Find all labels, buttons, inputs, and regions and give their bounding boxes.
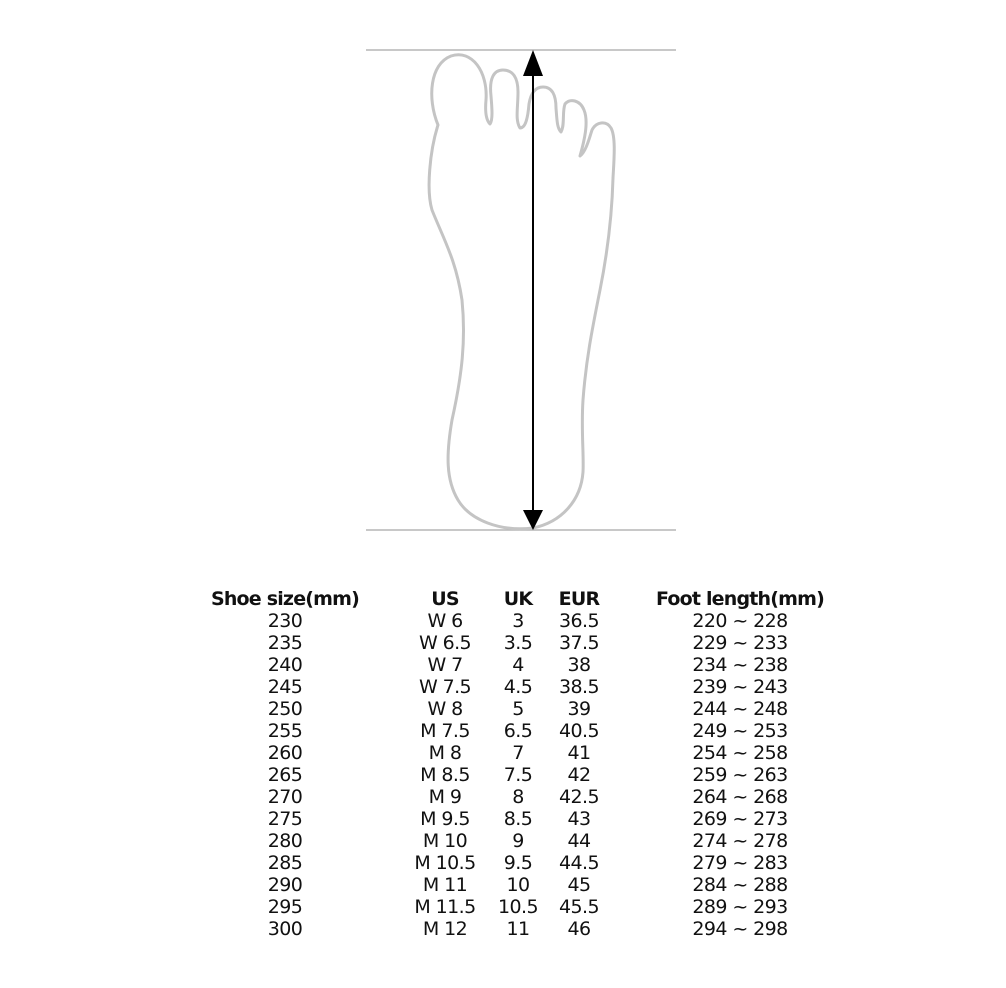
- table-header-row: [0, 588, 1006, 610]
- cell-uk: 7.5: [503, 764, 533, 786]
- table-row: [0, 698, 1006, 720]
- cell-shoe-size: 285: [267, 852, 303, 874]
- cell-foot-length: 239 ~ 243: [692, 676, 788, 698]
- cell-eur: 45: [567, 874, 591, 896]
- cell-uk: 3: [512, 610, 524, 632]
- cell-shoe-size: 250: [267, 698, 303, 720]
- cell-eur: 36.5: [559, 610, 599, 632]
- cell-eur: 41: [567, 742, 591, 764]
- header-shoe-size: Shoe size(mm): [210, 588, 360, 610]
- cell-foot-length: 274 ~ 278: [692, 830, 788, 852]
- cell-eur: 38.5: [559, 676, 599, 698]
- cell-eur: 46: [567, 918, 591, 940]
- cell-us: W 8: [427, 698, 463, 720]
- cell-uk: 4: [512, 654, 524, 676]
- header-uk: UK: [503, 588, 533, 610]
- cell-eur: 44: [567, 830, 591, 852]
- cell-eur: 40.5: [559, 720, 599, 742]
- cell-uk: 6.5: [503, 720, 533, 742]
- cell-uk: 9.5: [503, 852, 533, 874]
- table-row: [0, 764, 1006, 786]
- cell-us: W 7.5: [418, 676, 472, 698]
- cell-shoe-size: 245: [267, 676, 303, 698]
- cell-uk: 10.5: [498, 896, 538, 918]
- table-row: [0, 852, 1006, 874]
- cell-uk: 4.5: [503, 676, 533, 698]
- table-row: [0, 742, 1006, 764]
- cell-us: W 7: [427, 654, 463, 676]
- header-eur: EUR: [558, 588, 600, 610]
- table-row: [0, 808, 1006, 830]
- cell-us: M 9: [428, 786, 462, 808]
- cell-uk: 7: [512, 742, 524, 764]
- table-row: [0, 632, 1006, 654]
- table-body: [0, 610, 1006, 940]
- cell-shoe-size: 275: [267, 808, 303, 830]
- table-row: [0, 786, 1006, 808]
- cell-foot-length: 284 ~ 288: [692, 874, 788, 896]
- cell-shoe-size: 255: [267, 720, 303, 742]
- cell-uk: 8: [512, 786, 524, 808]
- cell-eur: 44.5: [559, 852, 599, 874]
- cell-foot-length: 269 ~ 273: [692, 808, 788, 830]
- foot-outline-icon: [429, 55, 614, 529]
- cell-foot-length: 244 ~ 248: [692, 698, 788, 720]
- cell-eur: 39: [567, 698, 591, 720]
- cell-eur: 42.5: [559, 786, 599, 808]
- cell-uk: 8.5: [503, 808, 533, 830]
- header-us: US: [431, 588, 459, 610]
- cell-foot-length: 294 ~ 298: [692, 918, 788, 940]
- cell-eur: 43: [567, 808, 591, 830]
- cell-us: M 8.5: [420, 764, 470, 786]
- cell-eur: 42: [567, 764, 591, 786]
- cell-eur: 38: [567, 654, 591, 676]
- cell-shoe-size: 290: [267, 874, 303, 896]
- cell-us: W 6: [427, 610, 463, 632]
- cell-foot-length: 249 ~ 253: [692, 720, 788, 742]
- cell-foot-length: 254 ~ 258: [692, 742, 788, 764]
- cell-eur: 37.5: [559, 632, 599, 654]
- table-row: [0, 830, 1006, 852]
- cell-uk: 10: [506, 874, 530, 896]
- header-foot-length: Foot length(mm): [655, 588, 825, 610]
- cell-us: M 8: [428, 742, 462, 764]
- cell-foot-length: 220 ~ 228: [692, 610, 788, 632]
- table-row: [0, 720, 1006, 742]
- cell-us: M 12: [422, 918, 468, 940]
- cell-us: M 11.5: [414, 896, 476, 918]
- cell-us: M 10: [422, 830, 468, 852]
- table-row: [0, 654, 1006, 676]
- table-row: [0, 874, 1006, 896]
- cell-shoe-size: 230: [267, 610, 303, 632]
- cell-shoe-size: 240: [267, 654, 303, 676]
- cell-shoe-size: 300: [267, 918, 303, 940]
- cell-foot-length: 229 ~ 233: [692, 632, 788, 654]
- table-row: [0, 918, 1006, 940]
- cell-uk: 5: [512, 698, 524, 720]
- cell-shoe-size: 260: [267, 742, 303, 764]
- cell-uk: 3.5: [503, 632, 533, 654]
- cell-eur: 45.5: [559, 896, 599, 918]
- cell-us: M 11: [422, 874, 468, 896]
- cell-foot-length: 259 ~ 263: [692, 764, 788, 786]
- cell-us: M 10.5: [414, 852, 476, 874]
- cell-shoe-size: 235: [267, 632, 303, 654]
- cell-foot-length: 279 ~ 283: [692, 852, 788, 874]
- cell-shoe-size: 280: [267, 830, 303, 852]
- cell-foot-length: 289 ~ 293: [692, 896, 788, 918]
- cell-shoe-size: 295: [267, 896, 303, 918]
- table-row: [0, 676, 1006, 698]
- cell-foot-length: 234 ~ 238: [692, 654, 788, 676]
- cell-uk: 11: [506, 918, 530, 940]
- cell-shoe-size: 270: [267, 786, 303, 808]
- cell-us: W 6.5: [418, 632, 472, 654]
- table-row: [0, 610, 1006, 632]
- cell-shoe-size: 265: [267, 764, 303, 786]
- cell-us: M 7.5: [420, 720, 470, 742]
- cell-uk: 9: [512, 830, 524, 852]
- cell-foot-length: 264 ~ 268: [692, 786, 788, 808]
- size-chart-table: [0, 588, 1006, 940]
- table-row: [0, 896, 1006, 918]
- cell-us: M 9.5: [420, 808, 470, 830]
